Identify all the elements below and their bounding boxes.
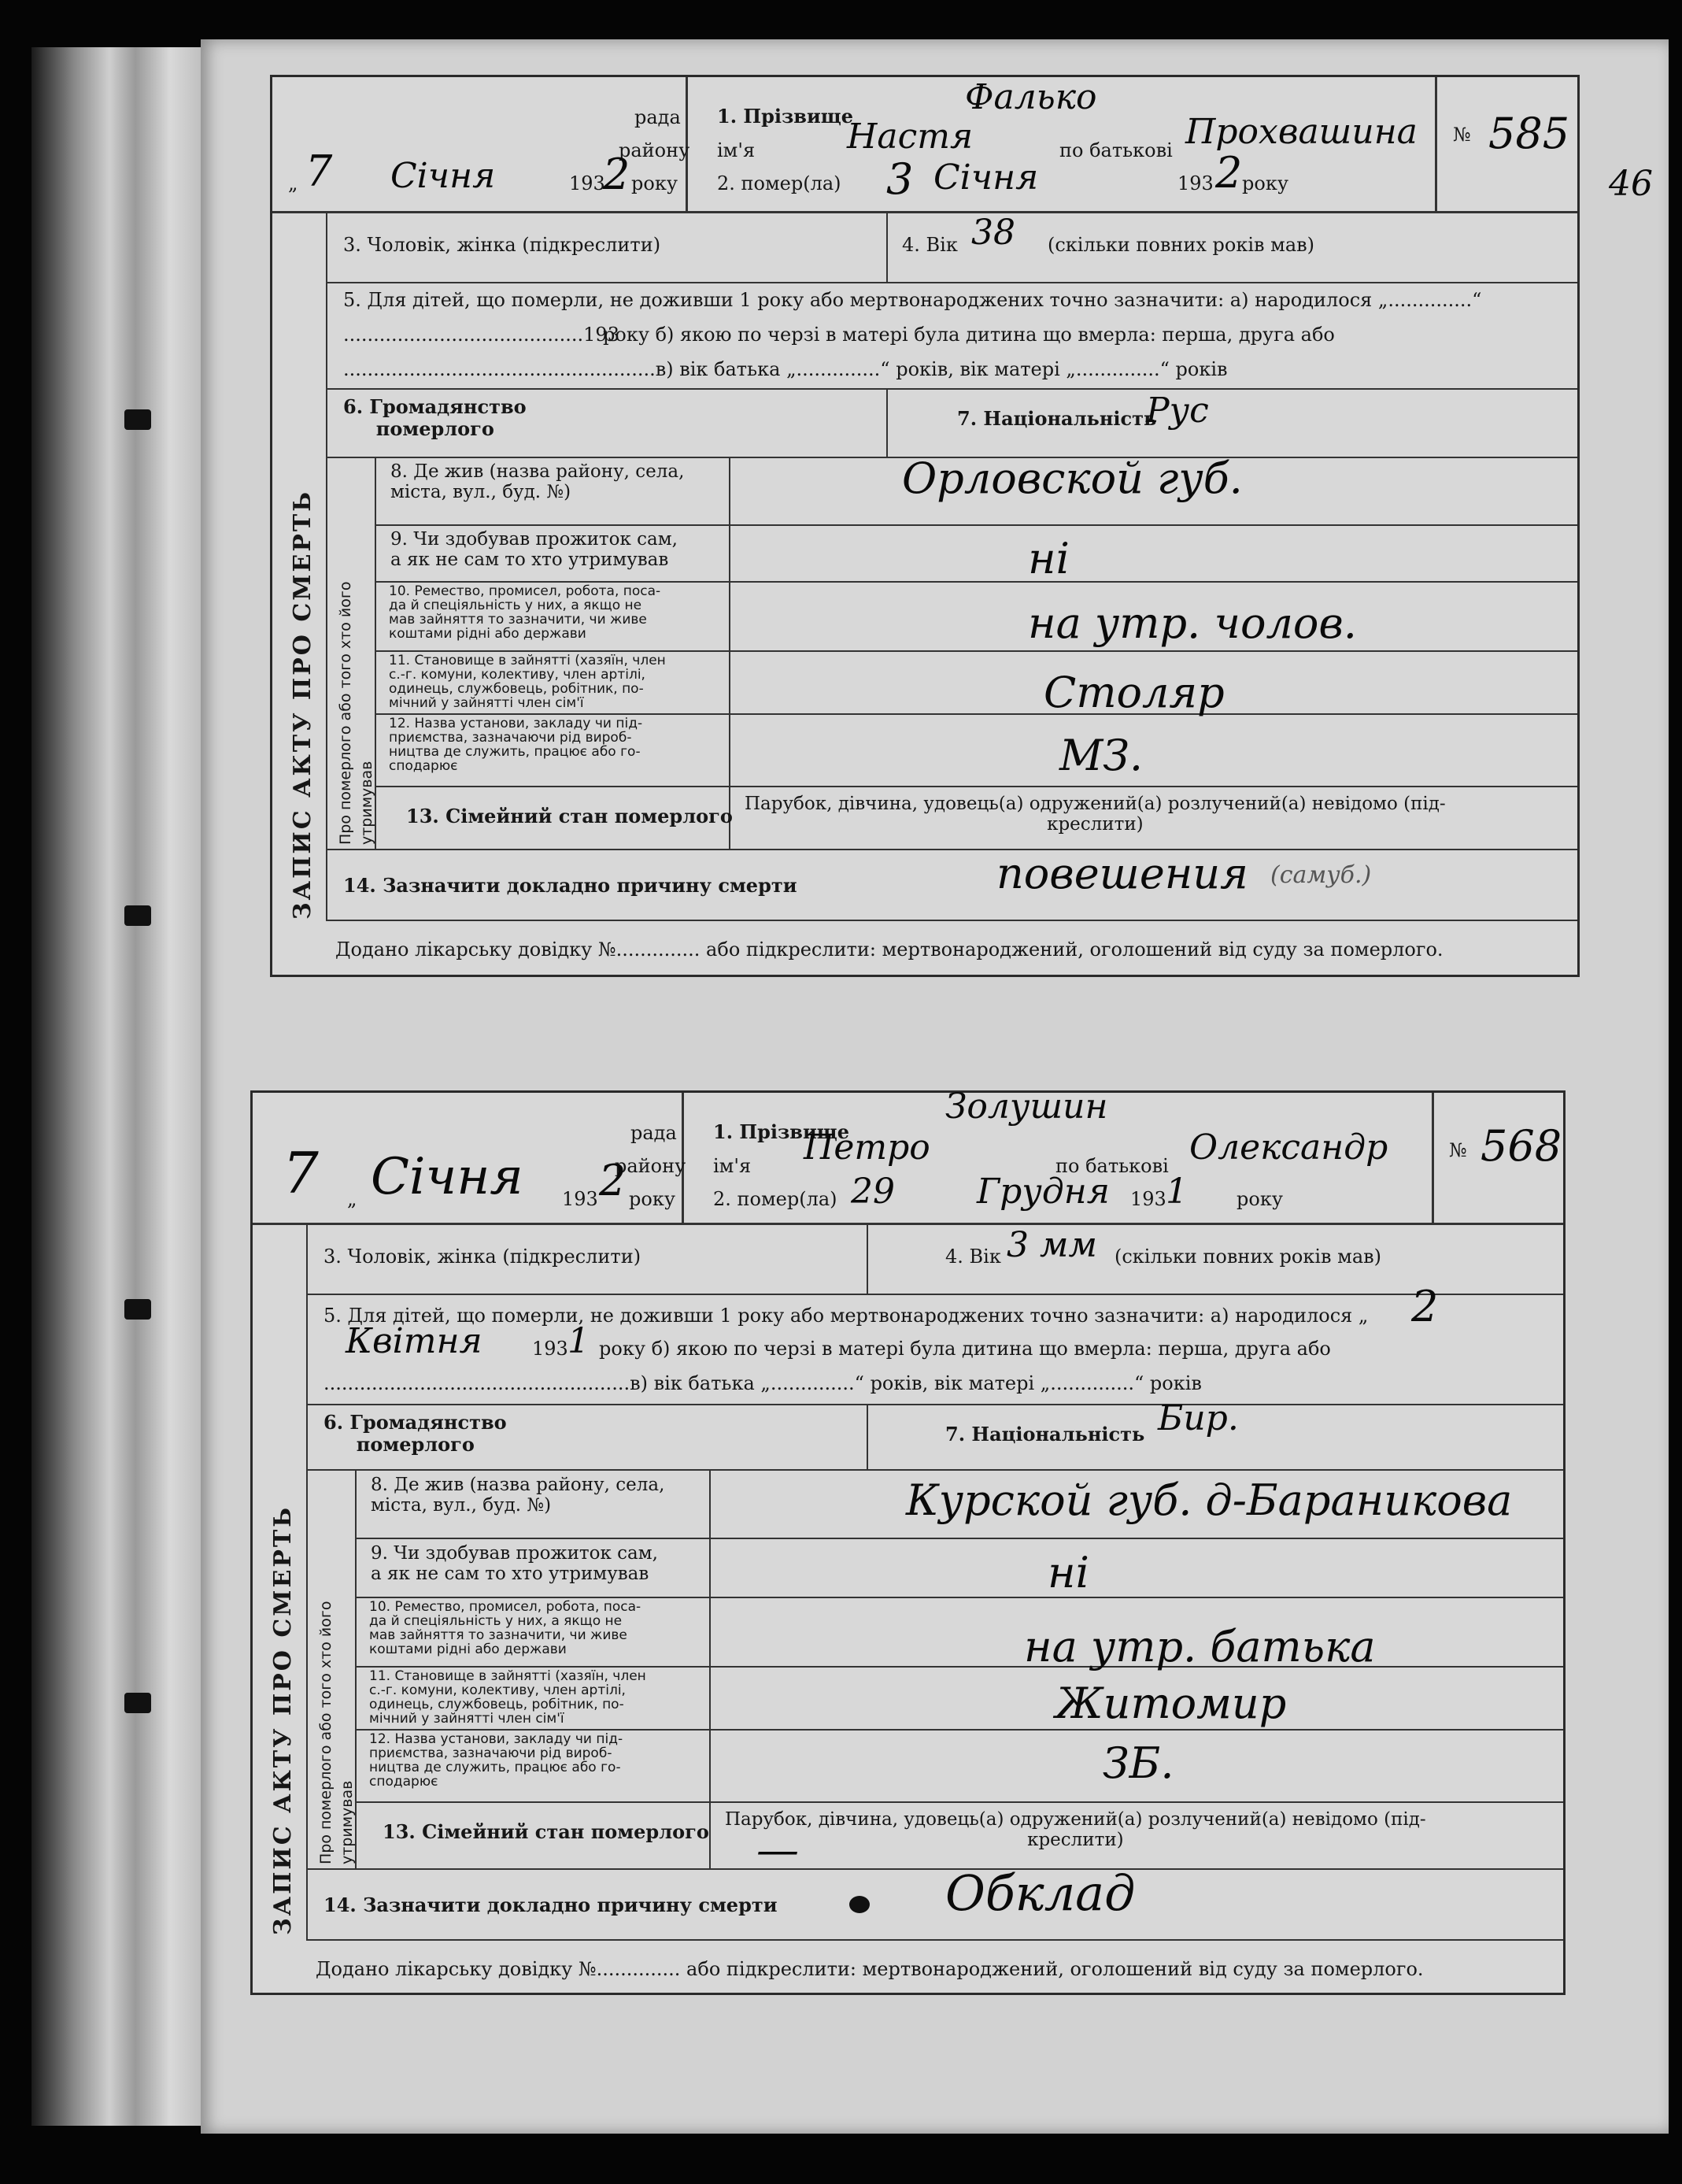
residence-label: 8. Де жив (назва району, села, міста, вул., буд. №) [390,461,685,503]
hw-patronymic: Прохвашина [1185,112,1418,152]
children-line1: 5. Для дітей, що померли, не доживши 1 року або мертвонароджених точно зазначити: а) народилося „ [323,1305,1369,1327]
hw-number: 568 [1481,1121,1562,1171]
vertical-title: ЗАПИС АКТУ ПРО СМЕРТЬ [269,1505,297,1935]
hw-residence: Курской губ. д-Бараникова [906,1475,1513,1525]
nationality-label: 7. Національність [957,407,1157,430]
children-line1: 5. Для дітей, що померли, не доживши 1 року або мертвонароджених точно зазначити: а) народилося „..............“ [343,289,1482,311]
cause-label: 14. Зазначити докладно причину смерти [323,1893,778,1916]
cause-label: 14. Зазначити докладно причину смерти [343,874,797,897]
hw-residence: Орловской губ. [902,453,1243,503]
hw-name: Петро [804,1127,930,1168]
age-label-suffix: (скільки повних років мав) [1048,234,1315,256]
hw-number-note: 46 [1609,164,1653,204]
hw-death-year: 1 [1166,1172,1188,1212]
hw-reg-year: 2 [599,1156,627,1205]
number-label: № [1453,124,1471,146]
hw-institution: МЗ. [1059,731,1144,780]
hw-nationality: Бир. [1158,1398,1239,1438]
hw-reg-day: 7 [283,1140,319,1206]
livelihood-label: 9. Чи здобував прожиток сам, а як не сам то хто утримував [390,529,678,571]
hw-occupation: на утр. чолов. [1028,598,1357,648]
marital-options: Парубок, дівчина, удовець(а) одружений(а) розлучений(а) невідомо (під- креслити) [725,1809,1426,1851]
hw-death-month: Грудня [977,1172,1110,1212]
died-label: 2. помер(ла) [717,172,841,194]
hw-name: Настя [847,117,974,157]
number-label: № [1449,1139,1467,1161]
hw-reg-year: 2 [603,150,630,199]
institution-label: 12. Назва установи, закладу чи під- приємства, зазначаючи рід вироб- ництва де служить, працює або го- сподарює [389,716,643,774]
hw-livelihood: ні [1048,1548,1089,1597]
ink-blot [849,1896,870,1913]
surname-label: 1. Прізвище [717,105,854,128]
hw-surname: Фалько [965,77,1097,117]
hw-institution: ЗБ. [1103,1738,1174,1788]
rada-label: рада [630,1122,677,1144]
hw-reg-month: Січня [390,156,496,196]
binding-stitch [124,1299,151,1320]
marital-label: 13. Сімейний стан померлого [406,805,733,827]
marital-label: 13. Сімейний стан померлого [383,1820,709,1843]
raion-label: району [619,139,690,161]
age-label-suffix: (скільки повних років мав) [1115,1246,1382,1268]
vertical-subtitle: Про померлого або того хто його утримував [337,581,375,845]
marital-options: Парубок, дівчина, удовець(а) одружений(а) розлучений(а) невідомо (під- креслити) [745,794,1446,835]
died-label: 2. помер(ла) [713,1188,837,1210]
hw-death-day: 29 [851,1172,895,1212]
position-label: 11. Становище в зайнятті (хазяїн, член с.-г. комуни, колективу, член артілі, одинець, службовець, робітник, по- мічний у зайнятті член сім'ї [369,1668,646,1727]
hw-cause: повешения [996,849,1248,898]
hw-age: 3 мм [1007,1225,1097,1265]
age-label-prefix: 4. Вік [945,1246,1001,1268]
citizenship-label: 6. Громадянство померлого [323,1411,507,1456]
death-record-bottom: ЗАПИС АКТУ ПРО СМЕРТЬ Про померлого або того хто його утримував рада району 7 „ Січня 193 2 року 1. Прізвище Золушин ім'я Петро по батькові Олександр 2. помер(ла) 29 Грудня 193 1 року № 568 3. Чоловік, жінка (підкреслити) 4. Вік 3 мм (скільки повних років мав) 5. Для дітей, що померли, не доживши 1 року або мертвонароджених точно зазначити: а) народилося „ 2 Квітня 193 1 року б) якою по черзі в матері була дитина що вмерла: перша, друга або ...................................................в) вік батька „..............“ років, вік матері „..............“ років 6. Громадянство померлого 7. Національність Бир. 8. Де жив (назва району, села, міста, вул., буд. №) Курской губ. д-Бараникова 9. Чи здобував прожиток сам, а як не сам то хто утримував ні 10. Ремество, промисел, робота, поса- да й спеціяльність у них, а якщо не мав зайняття то зазначити, чи живе коштами рідні або держави на утр. батька 11. Становище в зайнятті (хазяїн, член с.-г. комуни, колективу, член артілі, одинець, службовець, робітник, по- мічний у зайнятті член сім'ї Житомир 12. Назва установи, закладу чи під- приємства, зазначаючи рід вироб- ництва де служить, працює або го- сподарює ЗБ. 13. Сімейний стан померлого Парубок, дівчина, удовець(а) одружений(а) розлучений(а) невідомо (під- креслити) — 14. Зазначити докладно причину смерти Обклад Додано лікарську довідку №.............. або підкреслити: мертвонароджений, оголошений від суду за померлого. [250,1090,1566,1995]
patronymic-label: по батькові [1059,139,1173,161]
footer-text: Додано лікарську довідку №.............. або підкреслити: мертвонароджений, оголошений від суду за померлого. [335,938,1444,961]
hw-death-day: 3 [886,154,914,204]
residence-label: 8. Де жив (назва району, села, міста, вул., буд. №) [371,1475,665,1516]
hw-patronymic: Олександр [1189,1127,1388,1168]
raion-label: району [615,1155,686,1177]
hw-born-year: 1 [567,1321,590,1361]
surname-label: 1. Прізвище [713,1120,850,1143]
name-label: ім'я [713,1155,752,1177]
binding-stitch [124,1693,151,1713]
hw-surname: Золушин [945,1086,1108,1127]
rada-label: рада [634,106,681,128]
hw-marital-mark: — [756,1825,799,1875]
book-binding [31,47,205,2126]
citizenship-label: 6. Громадянство померлого [343,395,527,440]
hw-nationality: Рус [1146,391,1209,431]
binding-stitch [124,409,151,430]
binding-stitch [124,905,151,926]
sex-label: 3. Чоловік, жінка (підкреслити) [343,234,661,256]
hw-cause-note: (самуб.) [1270,861,1372,889]
occupation-label: 10. Ремество, промисел, робота, поса- да й спеціяльність у них, а якщо не мав зайняття то зазначити, чи живе коштами рідні або держави [389,583,661,642]
sex-label: 3. Чоловік, жінка (підкреслити) [323,1246,641,1268]
hw-born-day: 2 [1411,1282,1439,1331]
vertical-title: ЗАПИС АКТУ ПРО СМЕРТЬ [289,490,316,920]
hw-reg-month: Січня [371,1148,523,1206]
hw-death-year: 2 [1215,148,1243,198]
age-label-prefix: 4. Вік [902,234,958,256]
vertical-subtitle: Про померлого або того хто його утримував [317,1601,356,1864]
occupation-label: 10. Ремество, промисел, робота, поса- да й спеціяльність у них, а якщо не мав зайняття то зазначити, чи живе коштами рідні або держави [369,1599,641,1657]
hw-occupation: на утр. батька [1024,1622,1376,1671]
hw-reg-day: 7 [305,146,333,196]
hw-death-month: Січня [933,157,1039,198]
patronymic-label: по батькові [1055,1155,1169,1177]
institution-label: 12. Назва установи, закладу чи під- приємства, зазначаючи рід вироб- ництва де служить, працює або го- сподарює [369,1731,623,1790]
hw-livelihood: ні [1028,534,1070,583]
hw-age: 38 [971,213,1015,253]
hw-born-month: Квітня [346,1321,482,1361]
hw-number: 585 [1488,109,1570,158]
hw-position: Житомир [1055,1679,1287,1728]
hw-position: Столяр [1044,668,1225,717]
footer-text: Додано лікарську довідку №.............. або підкреслити: мертвонароджений, оголошений від суду за померлого. [316,1958,1424,1980]
nationality-label: 7. Національність [945,1423,1145,1446]
livelihood-label: 9. Чи здобував прожиток сам, а як не сам то хто утримував [371,1543,658,1585]
death-record-top: ЗАПИС АКТУ ПРО СМЕРТЬ Про померлого або того хто його утримував рада району „ 7 Січня 193 2 року 1. Прізвище Фалько ім'я Настя по батькові Прохвашина 2. помер(ла) 3 Січня 193 2 року № 585 46 3. Чоловік, жінка (підкреслити) 4. Вік 38 (скільки повних років мав) 5. Для дітей, що померли, не доживши 1 року або мертвонароджених точно зазначити: а) народилося „..............“ ........................................193 року б) якою по черзі в матері була дитина що вмерла: перша, друга або ....................................................в) вік батька „..............“ років, вік матері „..............“ років 6. Громадянство померлого 7. Національність Рус 8. Де жив (назва району, села, міста, вул., буд. №) Орловской губ. 9. Чи здобував прожиток сам, а як не сам то хто утримував ні 10. Ремество, промисел, робота, поса- да й спеціяльність у них, а якщо не мав зайняття то зазначити, чи живе коштами рідні або держави на утр. чолов. 11. Становище в зайнятті (хазяїн, член с.-г. комуни, колективу, член артілі, одинець, службовець, робітник, по- мічний у зайнятті член сім'ї Столяр 12. Назва установи, закладу чи під- приємства, зазначаючи рід вироб- ництва де служить, працює або го- сподарює МЗ. 13. Сімейний стан померлого Парубок, дівчина, удовець(а) одружений(а) розлучений(а) невідомо (під- креслити) 14. Зазначити докладно причину смерти повешения (самуб.) Додано лікарську довідку №.............. або підкреслити: мертвонароджений, оголошений від суду за померлого. [270,75,1580,977]
position-label: 11. Становище в зайнятті (хазяїн, член с.-г. комуни, колективу, член артілі, одинець, службовець, робітник, по- мічний у зайнятті член сім'ї [389,653,666,711]
hw-cause: Обклад [945,1864,1136,1922]
name-label: ім'я [717,139,756,161]
